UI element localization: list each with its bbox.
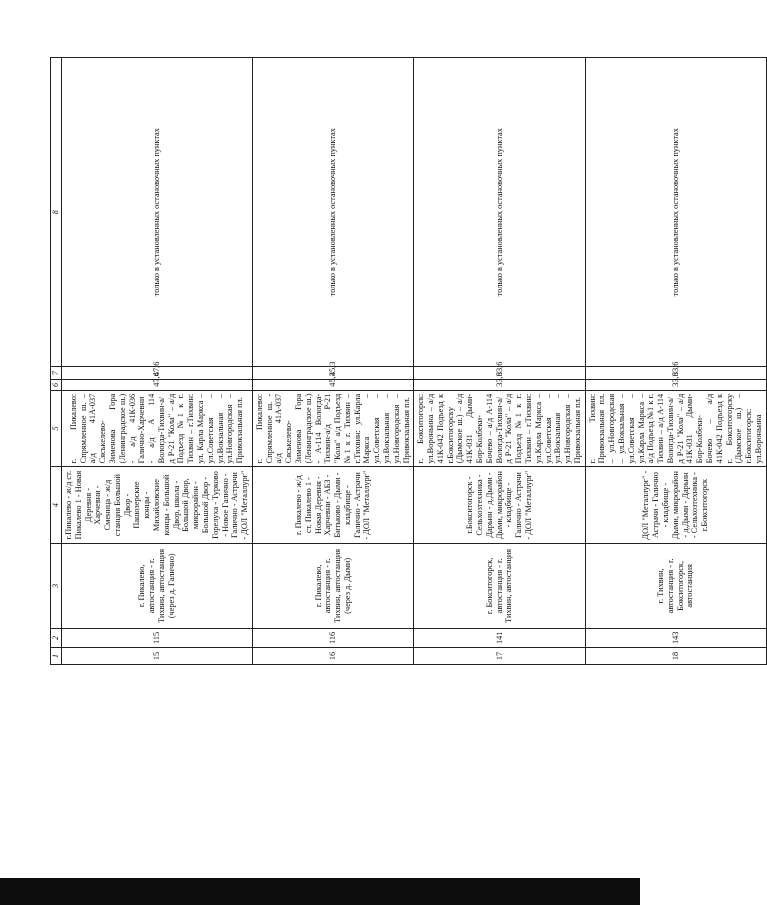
route-number: 143	[585, 628, 766, 647]
route-number: 116	[252, 628, 414, 647]
route-length-a: 33,6	[414, 380, 585, 391]
route-length-b: 47,6	[62, 367, 253, 380]
row-number: 17	[414, 648, 585, 665]
route-number: 141	[414, 628, 585, 647]
header-row	[51, 58, 62, 665]
route-streets: г. Пикалево: Спрямленное ш. – а/д 41А-037 Сяськелево-Зименова Гора (Ленинградское ш.) - а/д 41К-036 Галично-Харчевни - а/д А 114 Вологда-Тихвин-а/д Р-21 "Кола" – а/д Подъезд №1 к г. Тихвин – г.Тихвин: ул. Карла Маркса – ул.Советская – ул.Вокзальная – ул.Новгородская – Привокзальная пл.	[62, 390, 253, 467]
header-col-2: 2	[51, 628, 62, 647]
route-name: г. Пикалево, автостанция - г. Тихвин, автостанция (через д. Дыми)	[252, 543, 414, 628]
route-streets: г. Бокситогорск: ул.Вороньина – а/д 41К-042 Подъезд к г.Бокситогорску (Дымское ш.) – а/д 41К-031 Дыми-Бор-Колбеки-Бочево – а/д А-114 Вологда-Тихвин-а/д Р-21 "Кола" – а/д Подъезд №1 к г. Тихвин – г.Тихвин: ул.Карла Маркса – ул.Советская – ул.Вокзальная – ул.Новгородская – Привокзальная пл.	[414, 390, 585, 467]
row-number: 15	[62, 648, 253, 665]
header-col-6: 6	[51, 380, 62, 391]
scan-bottom-border	[0, 878, 640, 905]
routes-table	[50, 57, 767, 665]
stop-rule: только в установленных остановочных пунктах	[62, 58, 253, 367]
stop-rule: только в установленных остановочных пунктах	[585, 58, 766, 367]
table-row	[62, 58, 253, 665]
stop-rule: только в установленных остановочных пунктах	[414, 58, 585, 367]
route-number: 115	[62, 628, 253, 647]
route-length-a: 33,6	[585, 380, 766, 391]
route-stops: г. Пикалево - ж/д ст. Пикалево 1 - Новая Деревня - Харчевни - АБЗ - Битьково - Дыми - кладбище - Галично - Астрачи - ДОЛ "Металлург"	[252, 467, 414, 544]
row-number: 16	[252, 648, 414, 665]
route-streets: г. Тихвин: Привокзальная пл. – ул.Новгородская – ул.Вокзальная – ул.Советская – ул.Карла Маркса – а/д Подъезд №1 к г. Тихвин – а/д А-114 Вологда-Тихвин-а/д Р-21 "Кола" – а/д 41К-031 Дыми-Бор-Колбеки-Бочево – а/д 41К-042 Подъезд к г. Бокситогорску (Дымское ш.) – г.Бокситогорск: ул.Вороньина	[585, 390, 766, 467]
header-col-8: 8	[51, 58, 62, 367]
header-col-5: 5	[51, 390, 62, 467]
header-col-3: 3	[51, 543, 62, 628]
header-col-7: 7	[51, 367, 62, 380]
route-streets: г. Пикалево: Спрямленное ш. - а/д 41А-037 Сяськелево-Зименова Гора (Ленинградское ш.) - А-114 Вологда-Тихвин-а/д Р-21 "Кола" а/д Подъезд №1 к г. Тихвин – г.Тихвин: ул.Карла Маркса – ул.Советская – ул.Вокзальная – ул.Новгородская – Привокзальная пл.	[252, 390, 414, 467]
rotated-table-container	[50, 57, 763, 665]
stop-rule: только в установленных остановочных пунктах	[252, 58, 414, 367]
route-stops: ДОЛ "Металлург" - Астрачи - Галично - кладбище - Дыми, микрорайон - д.Дыми - Дарьин - Сельхозтехника - г.Бокситогорск	[585, 467, 766, 544]
route-length-a: 45,3	[252, 380, 414, 391]
header-col-4: 4	[51, 467, 62, 544]
table-row	[414, 58, 585, 665]
row-number: 18	[585, 648, 766, 665]
route-length-b: 45,3	[252, 367, 414, 380]
route-name: г. Тихвин, автостанция - г. Бокситогорск, автостанция	[585, 543, 766, 628]
table-row	[585, 58, 766, 665]
route-length-b: 33,6	[585, 367, 766, 380]
route-length-a: 47,6	[62, 380, 253, 391]
header-col-1: 1	[51, 648, 62, 665]
route-stops: г.Бокситогорск - Сельхозтехника - Дарьин - д.Дыми - Дыми, микрорайон - кладбище - Галично - Астрачи - ДОЛ "Металлург"	[414, 467, 585, 544]
route-name: г. Пикалево, автостанция - г. Тихвин, автостанция (через д. Галично)	[62, 543, 253, 628]
route-length-b: 33,6	[414, 367, 585, 380]
route-stops: г.Пикалево - ж/д ст. Пикалево 1 - Новая Деревня - Харчевни - Сменица - ж/д станция Большой Двор - Пашозерские концы - Михайловские концы - Большой Двор, школа - Большой Двор, микрорайон - Большой Двор - Горелуха - Турково - Новое Галично - Галично - Астрачи - ДОЛ "Металлург"	[62, 467, 253, 544]
route-name: г. Бокситогорск, автостанция - г. Тихвин, автостанция	[414, 543, 585, 628]
table-row	[252, 58, 414, 665]
